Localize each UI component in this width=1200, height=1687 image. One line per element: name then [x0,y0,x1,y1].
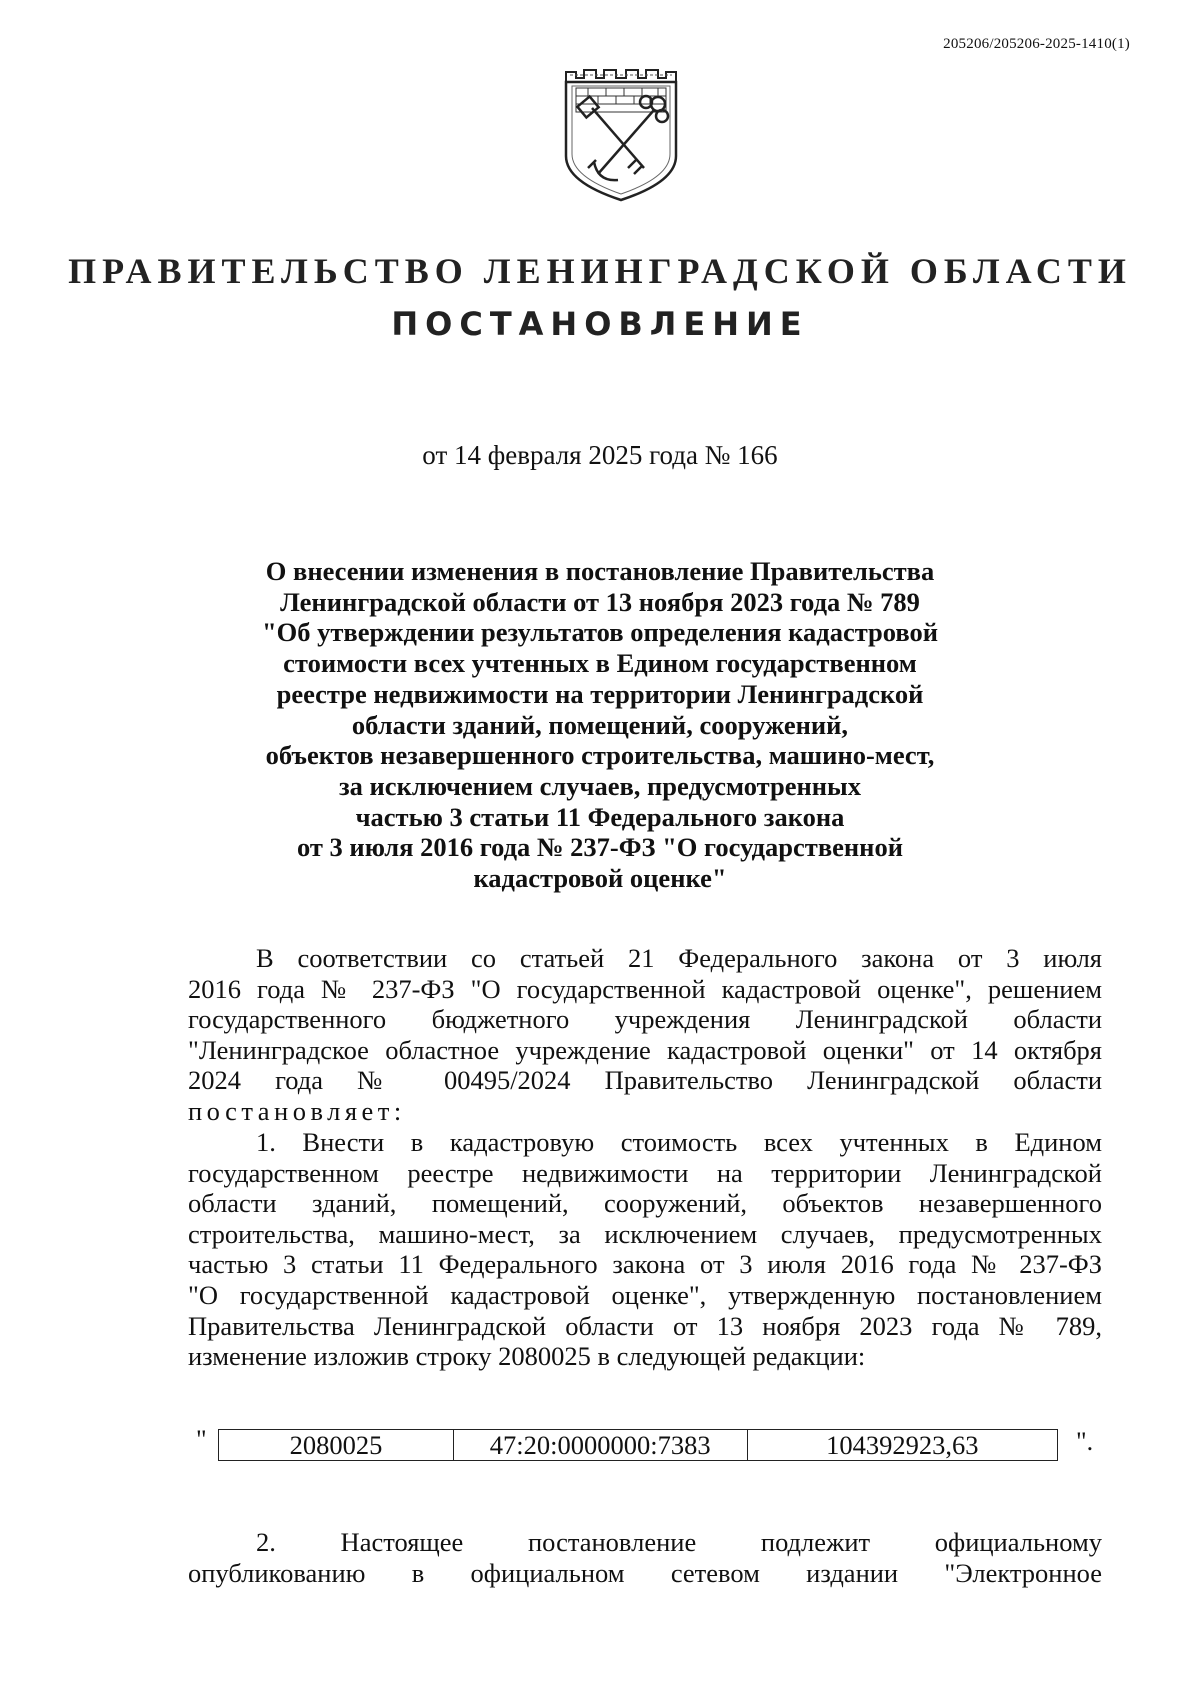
item-1-line: строительства, машино-мест, за исключением случаев, предусмотренных [188,1218,1102,1249]
amendment-table-grid [218,1429,1058,1461]
item-1-line: 1. Внести в кадастровую стоимость всех учтенных в Едином [256,1127,1102,1157]
heading-line: стоимости всех учтенных в Едином государственном [283,648,917,679]
item-1-line: области зданий, помещений, сооружений, объектов незавершенного [188,1188,1102,1219]
document-id: 205206/205206-2025-1410(1) [943,36,1130,52]
item-2-paragraph [188,1527,1102,1588]
item-2-line: опубликованию в официальном сетевом издании "Электронное [188,1557,1102,1588]
heading-line: Ленинградской области от 13 ноября 2023 года № 789 [280,586,920,617]
table-cell-row-number: 2080025 [219,1430,454,1461]
table-cell-cadastral-number: 47:20:0000000:7383 [453,1430,747,1461]
item-1-line: изменение изложив строку 2080025 в следующей редакции: [188,1341,866,1372]
table-quote-open: " [196,1425,207,1454]
item-1-line: частью 3 статьи 11 Федерального закона от 3 июля 2016 года № 237-ФЗ [188,1249,1102,1280]
government-title: ПРАВИТЕЛЬСТВО ЛЕНИНГРАДСКОЙ ОБЛАСТИ [68,251,1132,291]
item-1-line: государственном реестре недвижимости на территории Ленинградской [188,1157,1102,1188]
heading-line: кадастровой оценке" [473,863,727,894]
amendment-table [196,1425,1096,1465]
document-heading [200,556,1000,894]
item-1-line: "О государственной кадастровой оценке", утвержденную постановлением [188,1279,1102,1310]
preamble-line: постановляет: [188,1095,406,1126]
heading-line: частью 3 статьи 11 Федерального закона [355,801,845,832]
preamble-line: В соответствии со статьей 21 Федерального закона от 3 июля [256,943,1102,973]
document-date: от 14 февраля 2025 года № 166 [422,440,778,470]
coat-of-arms-icon [558,64,684,204]
item-1-line: Правительства Ленинградской области от 13 ноября 2023 года № 789, [188,1310,1102,1341]
heading-line: реестре недвижимости на территории Ленинградской [276,678,924,709]
heading-line: объектов незавершенного строительства, машино-мест, [265,740,935,771]
heading-line: за исключением случаев, предусмотренных [339,770,861,801]
table-cell-cadastral-value: 104392923,63 [747,1430,1057,1461]
preamble-paragraph [188,943,1102,1127]
table-quote-close: ". [1076,1427,1094,1456]
preamble-line: 2024 года № 00495/2024 Правительство Ленинградской области [188,1065,1102,1096]
document-type: ПОСТАНОВЛЕНИЕ [391,305,809,343]
heading-line: "Об утверждении результатов определения кадастровой [261,617,939,648]
table-row [219,1430,1058,1461]
preamble-line: 2016 года № 237-ФЗ "О государственной кадастровой оценке", решением [188,973,1102,1004]
preamble-line: "Ленинградское областное учреждение кадастровой оценки" от 14 октября [188,1034,1102,1065]
item-2-line: 2. Настоящее постановление подлежит официальному [256,1527,1102,1557]
heading-line: области зданий, помещений, сооружений, [351,709,849,740]
item-1-paragraph [188,1127,1102,1372]
heading-line: от 3 июля 2016 года № 237-ФЗ "О государственной [297,832,903,863]
preamble-line: государственного бюджетного учреждения Ленинградской области [188,1004,1102,1035]
heading-line: О внесении изменения в постановление Правительства [265,556,935,586]
